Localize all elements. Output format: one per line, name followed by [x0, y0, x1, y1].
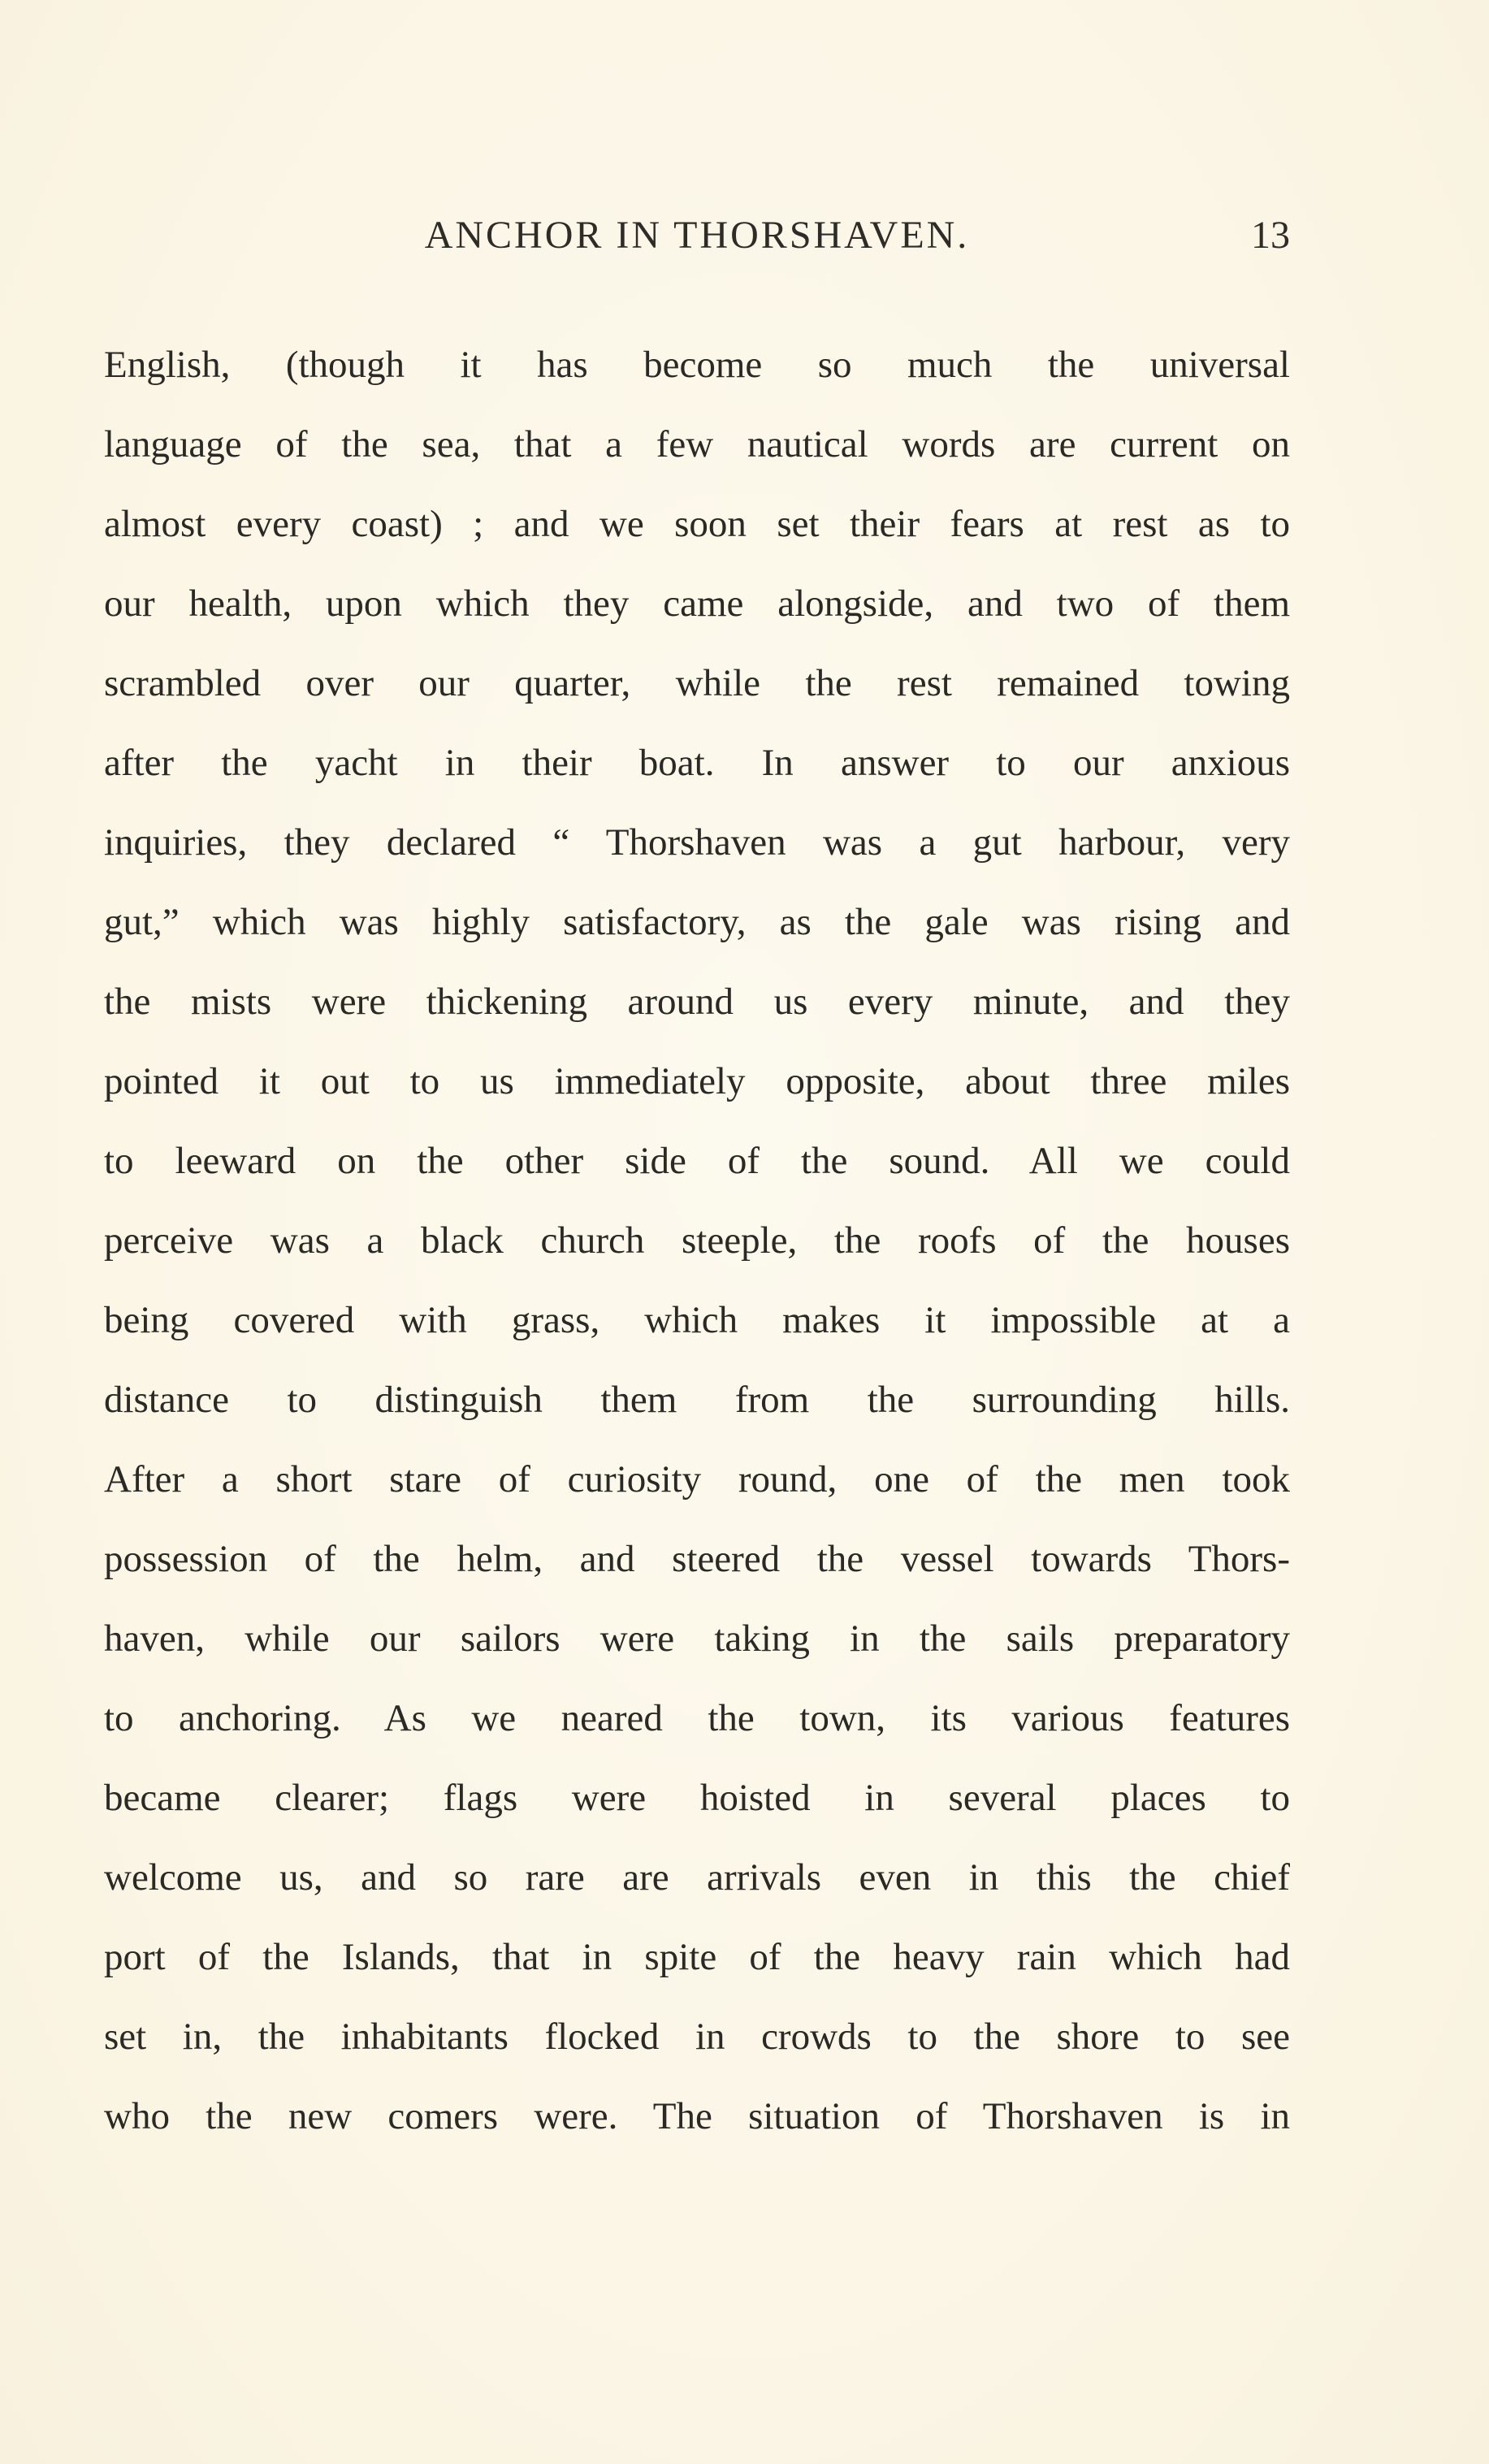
text-line: being covered with grass, which makes it impossible at a: [104, 1299, 1290, 1341]
text-line: inquiries, they declared “ Thorshaven was a gut harbour, very: [104, 821, 1290, 864]
text-line: welcome us, and so rare are arrivals even in this the chief: [104, 1856, 1290, 1899]
text-line: set in, the inhabitants flocked in crowds to the shore to see: [104, 2016, 1290, 2058]
text-line: our health, upon which they came alongside, and two of them: [104, 582, 1290, 625]
page-number: 13: [1251, 214, 1290, 257]
text-line: gut,” which was highly satisfactory, as the gale was rising and: [104, 901, 1290, 943]
text-line: possession of the helm, and steered the vessel towards Thors-: [104, 1538, 1290, 1580]
text-line: distance to distinguish them from the surrounding hills.: [104, 1379, 1290, 1421]
text-line: haven, while our sailors were taking in the sails preparatory: [104, 1617, 1290, 1660]
text-line: language of the sea, that a few nautical words are current on: [104, 423, 1290, 466]
text-line: who the new comers were. The situation of Thorshaven is in: [104, 2095, 1290, 2137]
running-title: ANCHOR IN THORSHAVEN.: [424, 214, 970, 257]
text-line: scrambled over our quarter, while the rest remained towing: [104, 662, 1290, 704]
text-line: pointed it out to us immediately opposite, about three miles: [104, 1060, 1290, 1102]
body-text: [104, 325, 1290, 2156]
text-line: to anchoring. As we neared the town, its various features: [104, 1697, 1290, 1739]
text-line: port of the Islands, that in spite of the heavy rain which had: [104, 1936, 1290, 1978]
text-line: perceive was a black church steeple, the roofs of the houses: [104, 1219, 1290, 1262]
text-line: almost every coast) ; and we soon set their fears at rest as to: [104, 503, 1290, 545]
text-line: After a short stare of curiosity round, one of the men took: [104, 1458, 1290, 1500]
text-line: to leeward on the other side of the sound. All we could: [104, 1140, 1290, 1182]
text-line: after the yacht in their boat. In answer to our anxious: [104, 742, 1290, 784]
running-head: [104, 213, 1290, 262]
text-line: became clearer; flags were hoisted in several places to: [104, 1777, 1290, 1819]
text-line: English, (though it has become so much the universal: [104, 344, 1290, 386]
text-line: the mists were thickening around us every minute, and they: [104, 981, 1290, 1023]
